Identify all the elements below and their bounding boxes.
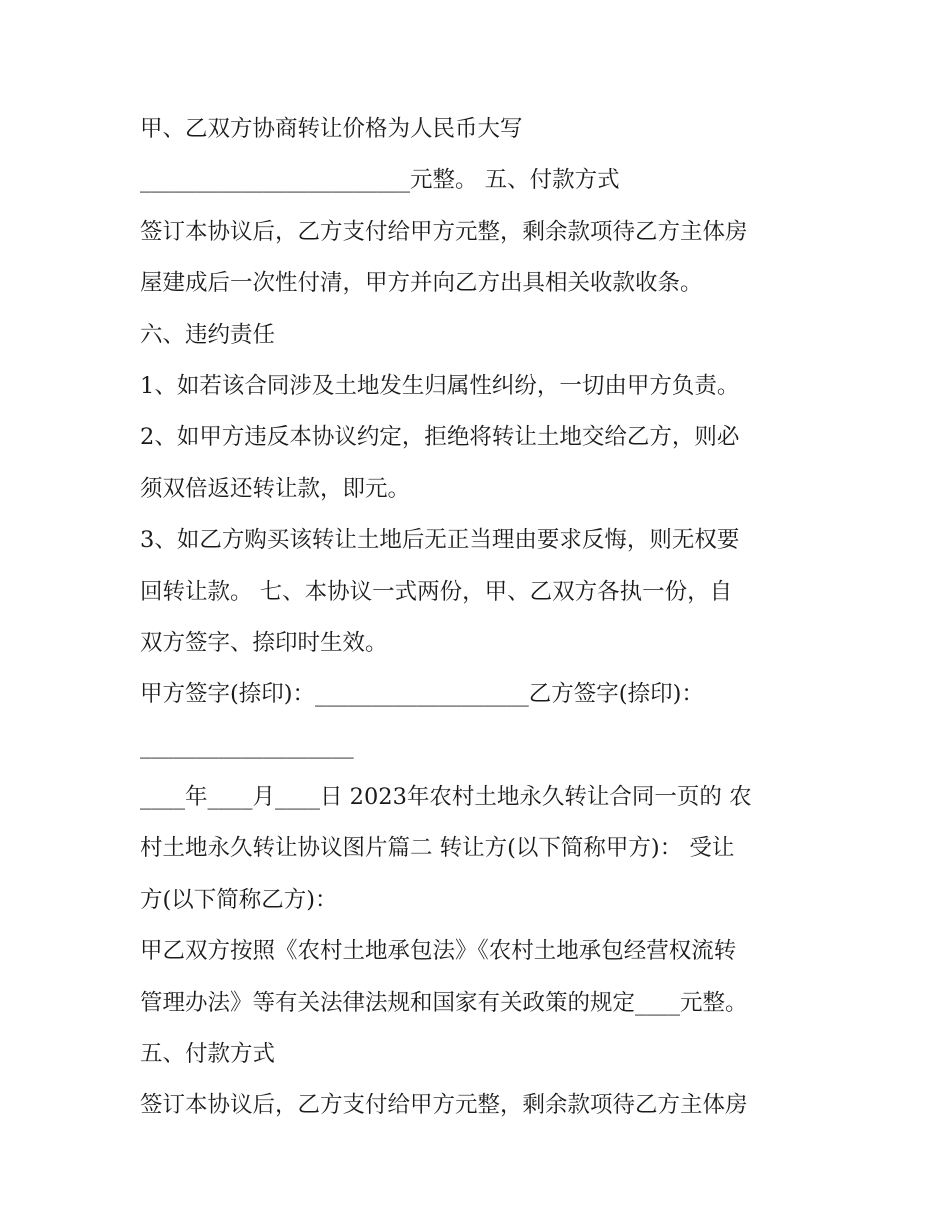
text-line: 屋建成后一次性付清，甲方并向乙方出具相关收款收条。 xyxy=(140,270,703,297)
text-line: 方(以下简称乙方)： xyxy=(140,886,338,913)
text-line: 甲乙双方按照《农村土地承包法》《农村土地承包经营权流转 xyxy=(140,938,737,965)
text-line: 签订本协议后，乙方支付给甲方元整，剩余款项待乙方主体房 xyxy=(140,218,748,245)
section-heading: 五、付款方式 xyxy=(140,1041,276,1068)
signature-line: ___________________ xyxy=(140,732,354,759)
text-line: 管理办法》等有关法律法规和国家有关政策的规定____元整。 xyxy=(140,989,748,1016)
text-line: ________________________元整。 五、付款方式 xyxy=(140,167,620,194)
text-line: 双方签字、捺印时生效。 xyxy=(140,629,388,656)
date-line: ____年____月____日 2023年农村土地永久转让合同一页的 农 xyxy=(140,784,752,811)
section-heading: 六、违约责任 xyxy=(140,321,276,348)
text-line: 村土地永久转让协议图片篇二 转让方(以下简称甲方)： 受让 xyxy=(140,835,735,862)
text-line: 3、如乙方购买该转让土地后无正当理由要求反悔，则无权要 xyxy=(140,527,740,554)
text-line: 须双倍返还转让款，即元。 xyxy=(140,475,411,502)
text-line: 2、如甲方违反本协议约定，拒绝将转让土地交给乙方，则必 xyxy=(140,424,740,451)
text-line: 签订本协议后，乙方支付给甲方元整，剩余款项待乙方主体房 xyxy=(140,1092,748,1119)
text-line: 1、如若该合同涉及土地发生归属性纠纷，一切由甲方负责。 xyxy=(140,372,740,399)
text-line: 甲、乙双方协商转让价格为人民币大写 xyxy=(140,116,523,142)
signature-line: 甲方签字(捺印)：___________________乙方签字(捺印)： xyxy=(140,681,704,708)
text-line: 回转让款。 七、本协议一式两份，甲、乙双方各执一份，自 xyxy=(140,578,733,605)
document-body xyxy=(140,104,820,1132)
